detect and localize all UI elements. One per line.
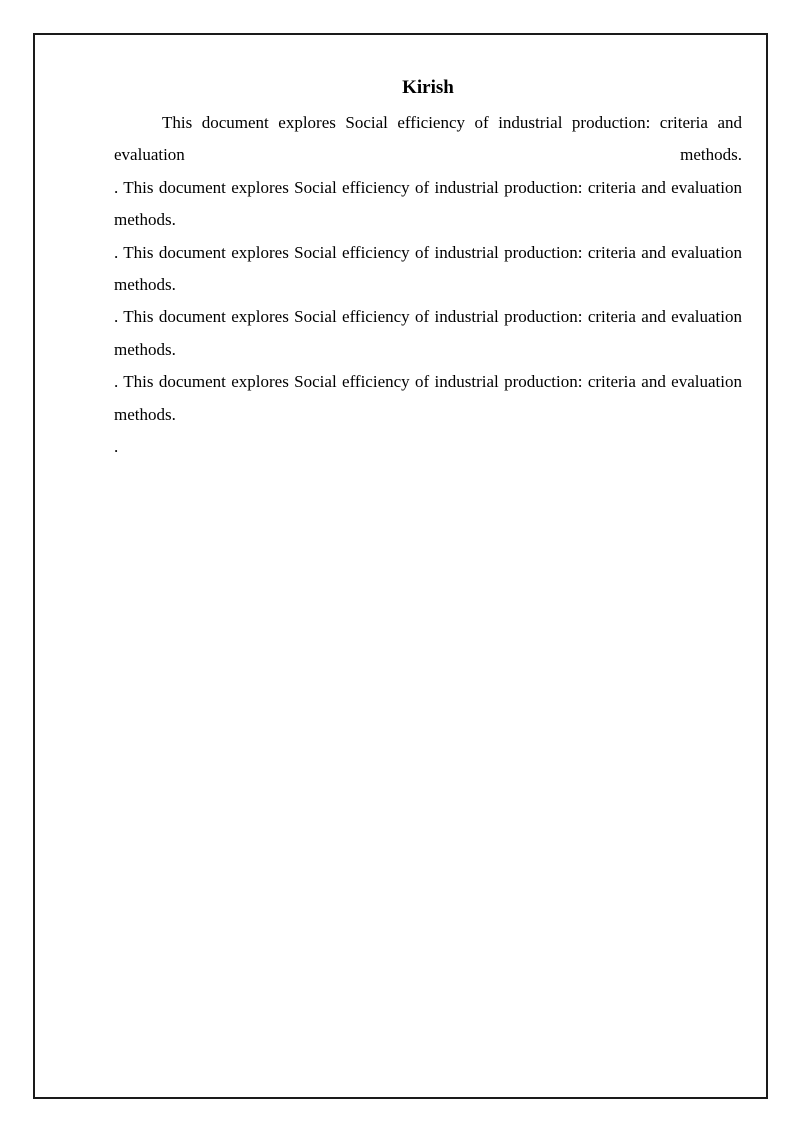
paragraph-2: . This document explores Social efficiency of industrial production: criteria and evaluation methods. [114, 177, 742, 230]
section-heading: Kirish [402, 77, 454, 98]
paragraph-1: This document explores Social efficiency of industrial production: criteria and evaluation methods. [114, 113, 742, 165]
paragraph-5: . This document explores Social efficiency of industrial production: criteria and evaluation methods. [114, 372, 742, 424]
paragraph-4: . This document explores Social efficiency of industrial production: criteria and evaluation methods. [114, 307, 742, 359]
document-body [114, 76, 742, 463]
paragraph-3: . This document explores Social efficiency of industrial production: criteria and evaluation methods. [114, 242, 742, 295]
trailing-period: . [114, 437, 119, 457]
